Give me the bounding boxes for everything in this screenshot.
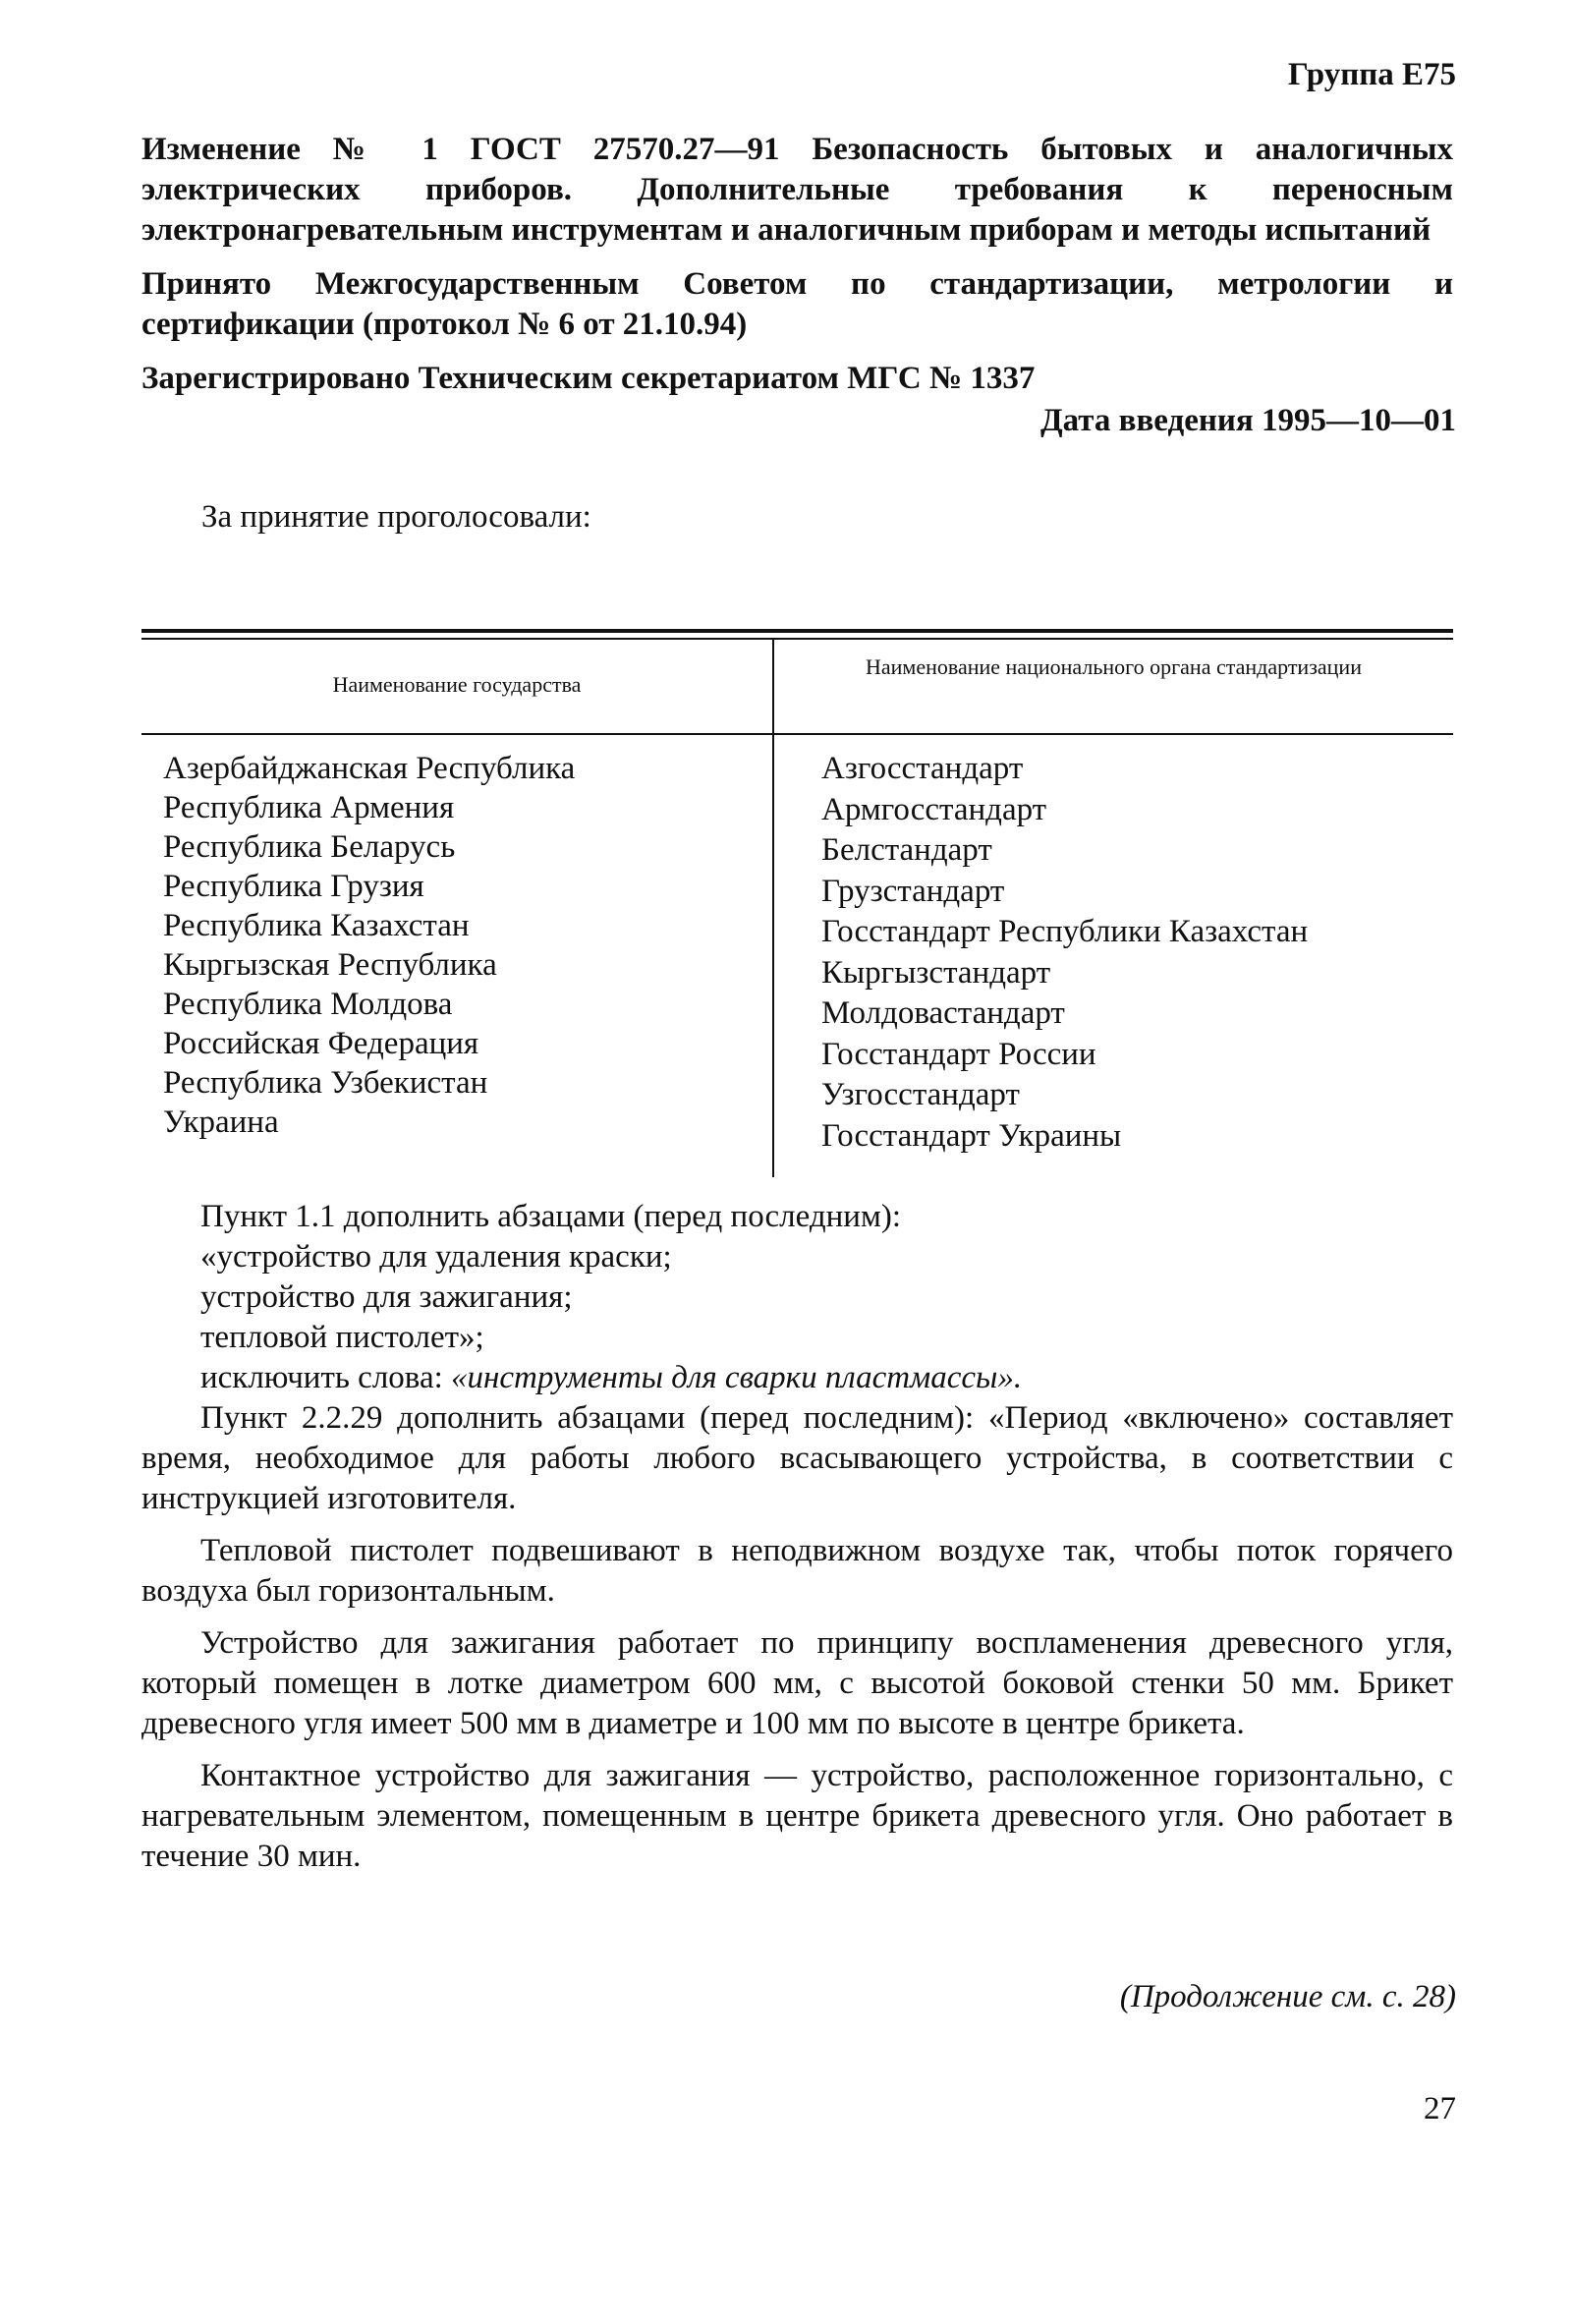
standards-body-item: Госстандарт России — [821, 1036, 1096, 1072]
paragraph: Устройство для зажигания работает по принципу воспламенения древесного угля, который помещен в лотке диаметром 600 мм, с высотой боковой стенки 50 мм. Брикет древесного угля имеет 500 мм в диаметре и 100 мм по высоте в центре брикета. — [141, 1625, 1453, 1741]
standards-body-item: Армгосстандарт — [821, 791, 1047, 827]
states-column — [163, 749, 575, 1142]
state-item: Республика Грузия — [163, 869, 424, 904]
standards-bodies-column — [821, 749, 1308, 1157]
introduction-date: Дата введения 1995—10—01 — [1039, 403, 1456, 438]
standards-body-item: Грузстандарт — [821, 873, 1005, 909]
state-item: Украина — [163, 1105, 279, 1140]
paragraph — [141, 1358, 1453, 1398]
state-item: Республика Беларусь — [163, 829, 456, 865]
paragraph: Пункт 1.1 дополнить абзацами (перед последним): — [200, 1199, 902, 1234]
paragraph: Тепловой пистолет подвешивают в неподвижном воздухе так, чтобы поток горячего воздуха был горизонтальным. — [141, 1533, 1453, 1609]
table-column-divider — [772, 639, 774, 1177]
state-item: Кыргызская Республика — [163, 947, 497, 983]
paragraph: «устройство для удаления краски; — [200, 1239, 672, 1275]
amendment-title: Изменение № 1 ГОСТ 27570.27—91 Безопасность бытовых и аналогичных электрических приборов. Дополнительные требования к переносным электронагревательным инструментам и аналогичным приборам и методы испытаний — [141, 132, 1453, 248]
standards-body-item: Узгосстандарт — [821, 1077, 1020, 1112]
state-item: Республика Казахстан — [163, 908, 470, 943]
amendment-body — [141, 1197, 1453, 1877]
voting-intro: За принятие проголосовали: — [201, 499, 591, 535]
state-item: Российская Федерация — [163, 1026, 479, 1061]
registered-note: Зарегистрировано Техническим секретариатом МГС № 1337 — [141, 361, 1036, 396]
amendment-header — [141, 130, 1453, 413]
page-number: 27 — [1424, 2091, 1456, 2126]
paragraph: устройство для зажигания; — [200, 1279, 573, 1315]
excluded-words: «инструменты для сварки пластмассы». — [451, 1360, 1023, 1395]
state-item: Республика Армения — [163, 790, 455, 825]
paragraph: Пункт 2.2.29 дополнить абзацами (перед последним): «Период «включено» составляет время, необходимое для работы любого всасывающего устройства, в соответствии с инструкцией изготовителя. — [141, 1400, 1453, 1516]
table-top-rule — [141, 629, 1453, 633]
standards-body-item: Госстандарт Республики Казахстан — [821, 914, 1309, 949]
group-label: Группа Е75 — [1287, 57, 1456, 92]
standards-body-item: Кыргызстандарт — [821, 954, 1051, 991]
standards-body-item: Госстандарт Украины — [821, 1117, 1122, 1154]
state-item: Азербайджанская Республика — [163, 751, 576, 786]
table-header-rule — [141, 733, 1453, 735]
standards-body-item: Молдовастандарт — [821, 995, 1065, 1031]
continuation-note: (Продолжение см. с. 28) — [1119, 1979, 1456, 2014]
column-header-state: Наименование государства — [332, 672, 582, 697]
paragraph: Контактное устройство для зажигания — устройство, расположенное горизонтально, с нагревательным элементом, помещенным в центре брикета древесного угля. Оно работает в течение 30 мин. — [141, 1758, 1453, 1874]
standards-body-item: Азгосстандарт — [821, 751, 1024, 786]
table-top-rule-thin — [141, 638, 1453, 640]
adopted-by: Принято Межгосударственным Советом по стандартизации, метрологии и сертификации (протокол № 6 от 21.10.94) — [141, 266, 1453, 342]
column-header-standards-body: Наименование национального органа стандартизации — [866, 654, 1362, 679]
paragraph: тепловой пистолет»; — [200, 1320, 484, 1355]
state-item: Республика Узбекистан — [163, 1065, 488, 1101]
paragraph-prefix: исключить слова: — [200, 1360, 452, 1395]
state-item: Республика Молдова — [163, 987, 453, 1022]
standards-body-item: Белстандарт — [821, 832, 992, 868]
